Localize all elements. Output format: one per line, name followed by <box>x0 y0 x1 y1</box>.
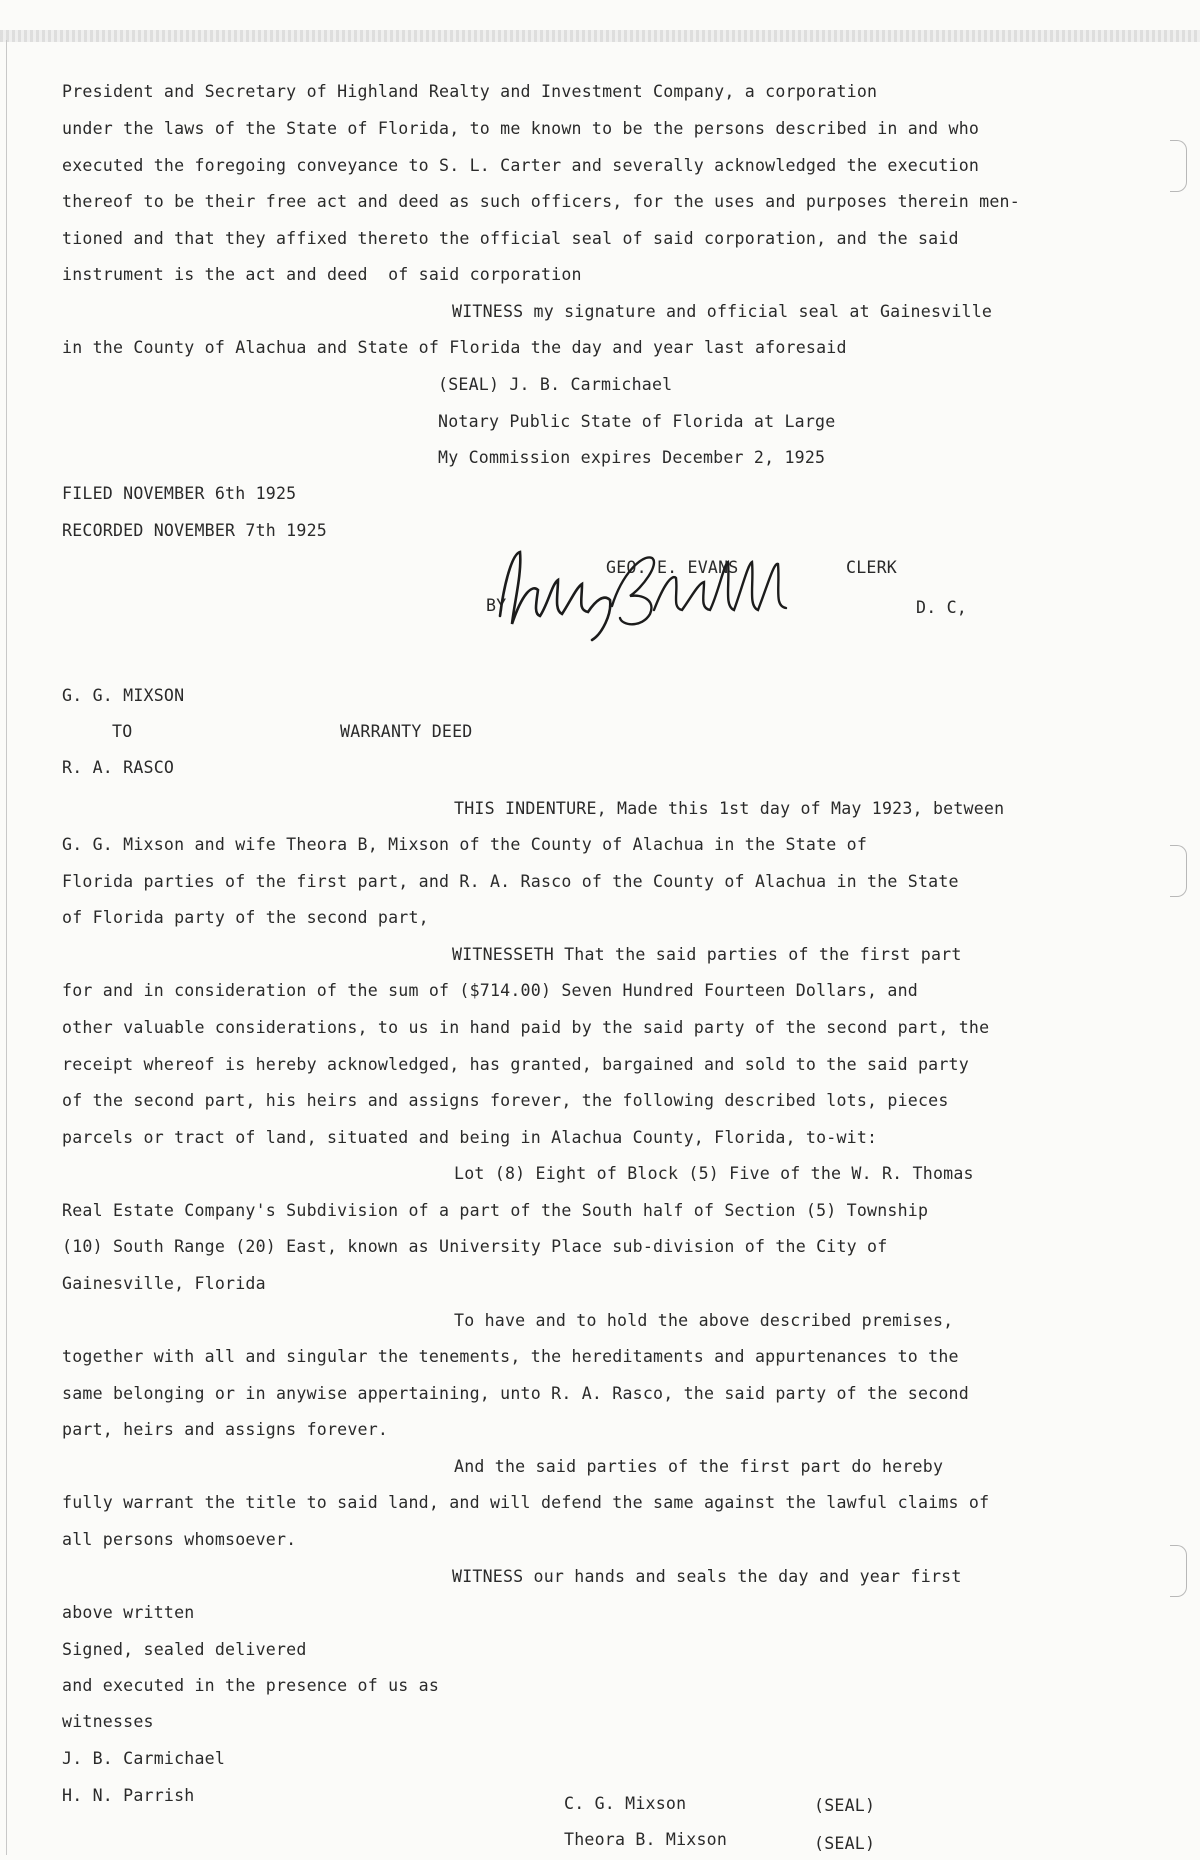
deed-line: receipt whereof is hereby acknowledged, has granted, bargained and sold to the said party <box>62 1055 969 1074</box>
deed-line: together with all and singular the tenements, the hereditaments and appurtenances to the <box>62 1347 959 1366</box>
deed-line: G. G. Mixson and wife Theora B, Mixson of the County of Alachua in the State of <box>62 835 868 854</box>
deed-line: for and in consideration of the sum of ($714.00) Seven Hundred Fourteen Dollars, and <box>62 981 918 1000</box>
legal-description: Lot (8) Eight of Block (5) Five of the W. R. Thomas <box>454 1164 974 1183</box>
deed-line: above written <box>62 1603 195 1622</box>
signer-name: Theora B. Mixson <box>564 1830 728 1849</box>
deed-line: WITNESSETH That the said parties of the first part <box>452 945 962 964</box>
deed-line: of Florida party of the second part, <box>62 908 429 927</box>
deed-line: fully warrant the title to said land, and will defend the same against the lawful claims of <box>62 1493 990 1512</box>
attestation-line: and executed in the presence of us as <box>62 1676 440 1695</box>
to-label: TO <box>112 722 133 741</box>
deed-line: other valuable considerations, to us in hand paid by the said party of the second part, the <box>62 1018 990 1037</box>
witness-name: J. B. Carmichael <box>62 1749 226 1768</box>
deed-line: same belonging or in anywise appertaining, unto R. A. Rasco, the said party of the second <box>62 1384 969 1403</box>
filed-date: FILED NOVEMBER 6th 1925 <box>62 484 297 503</box>
clerk-title: CLERK <box>846 558 897 577</box>
deed-line: To have and to hold the above described premises, <box>454 1311 954 1330</box>
notary-line: President and Secretary of Highland Realty and Investment Company, a corporation <box>62 82 878 101</box>
legal-description: (10) South Range (20) East, known as University Place sub-division of the City of <box>62 1237 888 1256</box>
deed-line: THIS INDENTURE, Made this 1st day of May 1923, between <box>454 799 1005 818</box>
signer-seal: (SEAL) <box>814 1834 876 1853</box>
clerk-signature <box>492 544 812 644</box>
binder-hole <box>1170 845 1187 897</box>
deed-type: WARRANTY DEED <box>340 722 473 741</box>
deed-line: WITNESS our hands and seals the day and year first <box>452 1567 962 1586</box>
grantee-name: R. A. RASCO <box>62 758 175 777</box>
by-label: BY <box>486 596 507 615</box>
scan-top-band <box>0 30 1200 42</box>
notary-witness: WITNESS my signature and official seal at Gainesville <box>452 302 993 321</box>
notary-line: executed the foregoing conveyance to S. L. Carter and severally acknowledged the execution <box>62 156 980 175</box>
notary-seal-signature: (SEAL) J. B. Carmichael <box>438 375 673 394</box>
notary-commission: My Commission expires December 2, 1925 <box>438 448 826 467</box>
legal-description: Real Estate Company's Subdivision of a part of the South half of Section (5) Township <box>62 1201 929 1220</box>
clerk-name: GEO. E. EVANS <box>606 558 739 577</box>
deed-line: And the said parties of the first part do hereby <box>454 1457 944 1476</box>
deed-line: Florida parties of the first part, and R. A. Rasco of the County of Alachua in the State <box>62 872 959 891</box>
notary-line: instrument is the act and deed of said corporation <box>62 265 582 284</box>
notary-witness-cont: in the County of Alachua and State of Florida the day and year last aforesaid <box>62 338 847 357</box>
deed-line: all persons whomsoever. <box>62 1530 297 1549</box>
notary-line: tioned and that they affixed thereto the official seal of said corporation, and the said <box>62 229 959 248</box>
notary-title: Notary Public State of Florida at Large <box>438 412 836 431</box>
notary-line: under the laws of the State of Florida, to me known to be the persons described in and who <box>62 119 980 138</box>
scan-left-edge <box>6 40 7 1855</box>
deed-line: part, heirs and assigns forever. <box>62 1420 389 1439</box>
legal-description: Gainesville, Florida <box>62 1274 266 1293</box>
deed-line: parcels or tract of land, situated and being in Alachua County, Florida, to-wit: <box>62 1128 878 1147</box>
binder-hole <box>1170 1545 1187 1597</box>
signer-seal: (SEAL) <box>814 1796 876 1815</box>
notary-line: thereof to be their free act and deed as such officers, for the uses and purposes therein men- <box>62 192 1020 211</box>
deed-line: of the second part, his heirs and assigns forever, the following described lots, pieces <box>62 1091 949 1110</box>
witness-name: H. N. Parrish <box>62 1786 195 1805</box>
attestation-line: witnesses <box>62 1712 154 1731</box>
deputy-clerk: D. C, <box>916 598 967 617</box>
recorded-date: RECORDED NOVEMBER 7th 1925 <box>62 521 327 540</box>
binder-hole <box>1170 140 1187 192</box>
signer-name: C. G. Mixson <box>564 1794 687 1813</box>
grantor-name: G. G. MIXSON <box>62 686 185 705</box>
attestation-line: Signed, sealed delivered <box>62 1640 307 1659</box>
